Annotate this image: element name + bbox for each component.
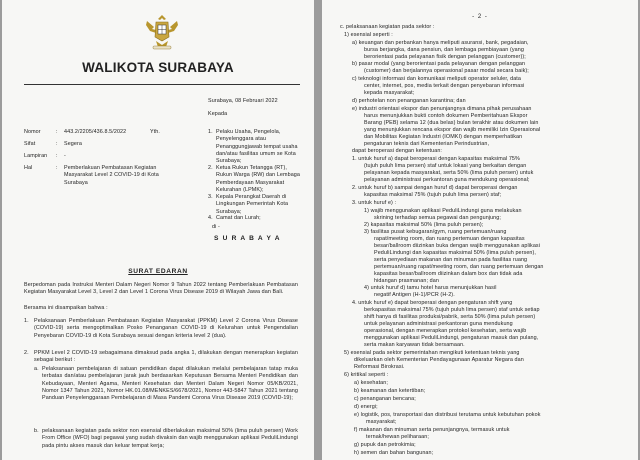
recipient-number: 2. xyxy=(208,165,213,171)
meta-value: Segera xyxy=(64,141,82,147)
kepada-label: Kepada xyxy=(208,111,228,117)
body-line: g) pupuk dan petrokimia; xyxy=(354,442,416,448)
body-line: (customer) dan berjalannya operasional pasar modal secara baik); xyxy=(364,68,529,74)
body-line: negatif Antigen (H-1)/PCR (H-2). xyxy=(374,292,455,298)
body-line: ternak/hewan peliharaan; xyxy=(366,434,429,440)
meta-key: Hal xyxy=(24,165,33,171)
body-line: pengaturan teknis dari Kementerian Perindustrian, xyxy=(364,141,490,147)
body-line: skrining terhadap semua pegawai dan pengunjung; xyxy=(374,215,501,221)
body-line: besar/ballroom diizinkan buka dengan wajib menggunakan aplikasi xyxy=(374,243,541,249)
body-line: PeduliLindungi dan kapasitas maksimal 50% (lima puluh persen), xyxy=(374,250,537,256)
body-line: a) keuangan dan perbankan hanya meliputi asuransi, bank, pegadaian, xyxy=(352,40,529,46)
body-line: bursa berjangka, dana pensiun, dan lembaga pembiayaan (yang xyxy=(364,47,524,53)
meta-key: Nomor xyxy=(24,129,41,135)
body-line: kapasitas maksimal 75% (tujuh puluh lima persen) staf; xyxy=(364,192,502,198)
recipient-number: 4. xyxy=(208,215,213,221)
document-page-2 xyxy=(322,0,638,460)
body-line: c) teknologi informasi dan komunikasi meliputi operator seluler, data xyxy=(352,76,521,82)
body-line: b) pasar modal (yang berorientasi pada pelayanan dengan pelanggan xyxy=(352,61,526,67)
body-line: shift hanya di fasilitas produksi/pabrik, serta 50% (lima puluh persen) xyxy=(364,314,536,320)
point-2b-text: pelaksanaan kegiatan pada sektor non esensial diberlakukan maksimal 50% (lima puluh persen) Work From Office (WFO) bagi pegawai yang sudah divaksin dan wajib menggunakan aplikasi PeduliLindungi pada pintu akses masuk dan keluar tempat kerja; xyxy=(42,428,298,449)
meta-value: 443.2/2205/436.8.5/2022 xyxy=(64,129,127,135)
body-line: Reformasi Birokrasi. xyxy=(354,364,405,370)
body-line: kapasitas besar/ballroom diizinkan dalam box dan tidak ada xyxy=(374,271,523,277)
body-line: 2) kapasitas maksimal 50% (lima puluh persen); xyxy=(364,222,484,228)
body-line: menggunakan aplikasi PeduliLindungi, pengaturan masuk dan pulang, xyxy=(364,335,539,341)
body-line: 2. untuk huruf b) sampai dengan huruf d) dapat beroperasi dengan xyxy=(352,185,518,191)
recipient-number: 1. xyxy=(208,129,213,135)
body-line: berkapasitas maksimal 75% (tujuh puluh lima persen) staf untuk setiap xyxy=(364,307,540,313)
letterhead-divider xyxy=(24,84,300,85)
body-line: serta penyediaan makanan dan minuman pada fasilitas ruang xyxy=(374,257,528,263)
body-line: Barang (PEB) selama 12 (dua belas) bulan terakhir atau dokumen lain xyxy=(364,120,539,126)
body-line: e) industri orientasi ekspor dan penunjangnya dimana pihak perusahaan xyxy=(352,106,532,112)
body-line: d) perhotelan non penanganan karantina; dan xyxy=(352,98,466,104)
body-line: 1) wajib menggunakan aplikasi PeduliLindungi guna melakukan xyxy=(364,208,522,214)
body-line: h) semen dan bahan bangunan; xyxy=(354,450,434,456)
letter-title: SURAT EDARAN xyxy=(128,268,188,275)
meta-colon: : xyxy=(56,165,58,171)
body-line: 4. untuk huruf e) dapat beroperasi dengan pengaturan shift yang xyxy=(352,300,513,306)
body-line: dikeluarkan oleh Kementerian Pendayagunaan Aparatur Negara dan xyxy=(354,357,524,363)
yth-label: Yth. xyxy=(150,129,160,135)
body-line: berorientasi pada pelayanan fisik dengan pelanggan (customer)); xyxy=(364,54,526,60)
meta-colon: : xyxy=(56,129,58,135)
addressee-city: S U R A B A Y A xyxy=(214,235,281,242)
body-line: 5) esensial pada sektor pemerintahan mengikuti ketentuan teknis yang xyxy=(344,350,520,356)
opening-paragraph: Berpedoman pada Instruksi Menteri Dalam Negeri Nomor 9 Tahun 2022 tentang Pemberlakuan Pembatasan Kegiatan Masyarakat Level 3, Level 2 dan Level 1 Corona Virus Disease 2019 di Wilayah Jawa dan Bali. xyxy=(24,282,298,296)
subpoint-letter: a. xyxy=(34,366,39,372)
body-line: harus menunjukkan bukti contoh dokumen Pemberitahuan Ekspor xyxy=(364,113,528,119)
recipient-text: Camat dan Lurah; xyxy=(216,215,261,221)
body-line: c. pelaksanaan kegiatan pada sektor : xyxy=(340,24,435,30)
body-line: a) kesehatan; xyxy=(354,380,388,386)
body-line: untuk pelayanan administrasi perkantoran guna mendukung xyxy=(364,321,513,327)
body-line: e) logistik, pos, transportasi dan distribusi terutama untuk kebutuhan pokok xyxy=(354,412,541,418)
place-date: Surabaya, 08 Februari 2022 xyxy=(208,98,278,104)
body-line: center, internet, pos, media terkait dengan penyebaran informasi xyxy=(364,83,525,89)
page-number: - 2 - xyxy=(472,14,488,20)
recipient-text: Kepala Perangkat Daerah di Lingkungan Pemerintah Kota Surabaya; xyxy=(216,194,289,215)
meta-key: Lampiran xyxy=(24,153,48,159)
recipient-number: 3. xyxy=(208,194,213,200)
point-number: 1. xyxy=(24,318,29,324)
body-line: dapat beroperasi dengan ketentuan: xyxy=(352,148,443,154)
body-line: 6) kritikal seperti : xyxy=(344,372,389,378)
body-line: kepada masyarakat; xyxy=(364,90,415,96)
body-line: (tujuh puluh lima persen) staf untuk lokasi yang berkaitan dengan xyxy=(364,163,527,169)
letterhead-title: WALIKOTA SURABAYA xyxy=(82,60,234,75)
body-line: f) makanan dan minuman serta penunjangnya, termasuk untuk xyxy=(354,427,510,433)
meta-key: Sifat xyxy=(24,141,36,147)
recipient-text: Pelaku Usaha, Pengelola, Penyelenggara atau Penanggungjawab tempat usaha dan/atau fasilitas umum se Kota Surabaya; xyxy=(216,129,298,165)
meta-value: - xyxy=(64,153,66,159)
subpoint-letter: b. xyxy=(34,428,39,434)
body-line: 1. untuk huruf a) dapat beroperasi dengan kapasitas maksimal 75% xyxy=(352,156,520,162)
point-1-text: Pelaksanaan Pemberlakuan Pembatasan Kegiatan Masyarakat (PPKM) Level 2 Corona Virus Disease (COVID-19) serta mengoptimalkan Posko Penanganan COVID-19 di Kelurahan untuk Pengendalian Penyebaran COVID-19 di Kota Surabaya sesuai dengan kriteria level 2 (dua). xyxy=(34,318,298,339)
body-line: c) penanganan bencana; xyxy=(354,396,416,402)
body-line: operasional, dengan menerapkan protokol kesehatan, serta wajib xyxy=(364,328,527,334)
body-line: b) keamanan dan ketertiban; xyxy=(354,388,426,394)
body-line: pertemuan/ruang rapat/meeting room, dan ruang pertemuan dengan xyxy=(374,264,544,270)
body-line: dan Mobilitas Kegiatan Industri (IOMKI) dengan memperhatikan xyxy=(364,134,523,140)
body-line: serta makan karyawan tidak bersamaan. xyxy=(364,342,465,348)
body-line: pelayanan kepada masyarakat, serta 50% (lima puluh persen) untuk xyxy=(364,170,534,176)
point-2-text: PPKM Level 2 COVID-19 sebagaimana dimaksud pada angka 1, dilakukan dengan menerapkan kegiatan sebagai berikut : xyxy=(34,350,298,364)
document-page-1 xyxy=(2,0,314,460)
body-line: 1) esensial seperti : xyxy=(344,32,393,38)
body-line: 3) fasilitas pusat kebugaran/gym, ruang pertemuan/ruang xyxy=(364,229,507,235)
meta-colon: : xyxy=(56,141,58,147)
garuda-emblem-icon xyxy=(144,11,180,51)
body-line: yang menunjukkan rencana ekspor dan wajib memiliki Izin Operasional xyxy=(364,127,541,133)
di-label: di - xyxy=(212,224,220,230)
body-line: hidangan prasmanan; dan xyxy=(374,278,439,284)
body-line: d) energi; xyxy=(354,404,378,410)
body-line: 3. untuk huruf e) : xyxy=(352,200,397,206)
body-line: masyarakat; xyxy=(366,419,397,425)
body-line: rapat/meeting room, dan ruang pertemuan dengan kapasitas xyxy=(374,236,525,242)
intro-line: Bersama ini disampaikan bahwa : xyxy=(24,305,108,311)
recipient-text: Ketua Rukun Tetangga (RT), Rukun Warga (RW) dan Lembaga Pemberdayaan Masyarakat Kelurahan (LPMK); xyxy=(216,165,300,193)
point-2a-text: Pelaksanaan pembelajaran di satuan pendidikan dapat dilakukan melalui pembelajaran tatap muka terbatas dan/atau pembelajaran jarak jauh berdasarkan Keputusan Bersama Menteri Pendidikan dan Kebudayaan, Menteri Agama, Menteri Kesehatan dan Menteri Dalam Negeri Nomor 05/KB/2021, Nomor 1347 Tahun 2021, Nomor HK.01.08/MENKES/6678/2021, Nomor 443-5847 Tahun 2021 tentang Panduan Penyelenggaraan Pembelajaran di Masa Pandemi Corona Virus Disease 2019 (COVID-19); xyxy=(42,366,298,402)
meta-colon: : xyxy=(56,153,58,159)
body-line: pelayanan administrasi perkantoran guna mendukung operasional; xyxy=(364,177,530,183)
point-number: 2. xyxy=(24,350,29,356)
body-line: 4) untuk huruf d) tamu hotel harus menunjukkan hasil xyxy=(364,285,497,291)
meta-value: Pemberlakuan Pembatasan Kegiatan Masyarakat Level 2 COVID-19 di Kota Surabaya xyxy=(64,165,159,186)
